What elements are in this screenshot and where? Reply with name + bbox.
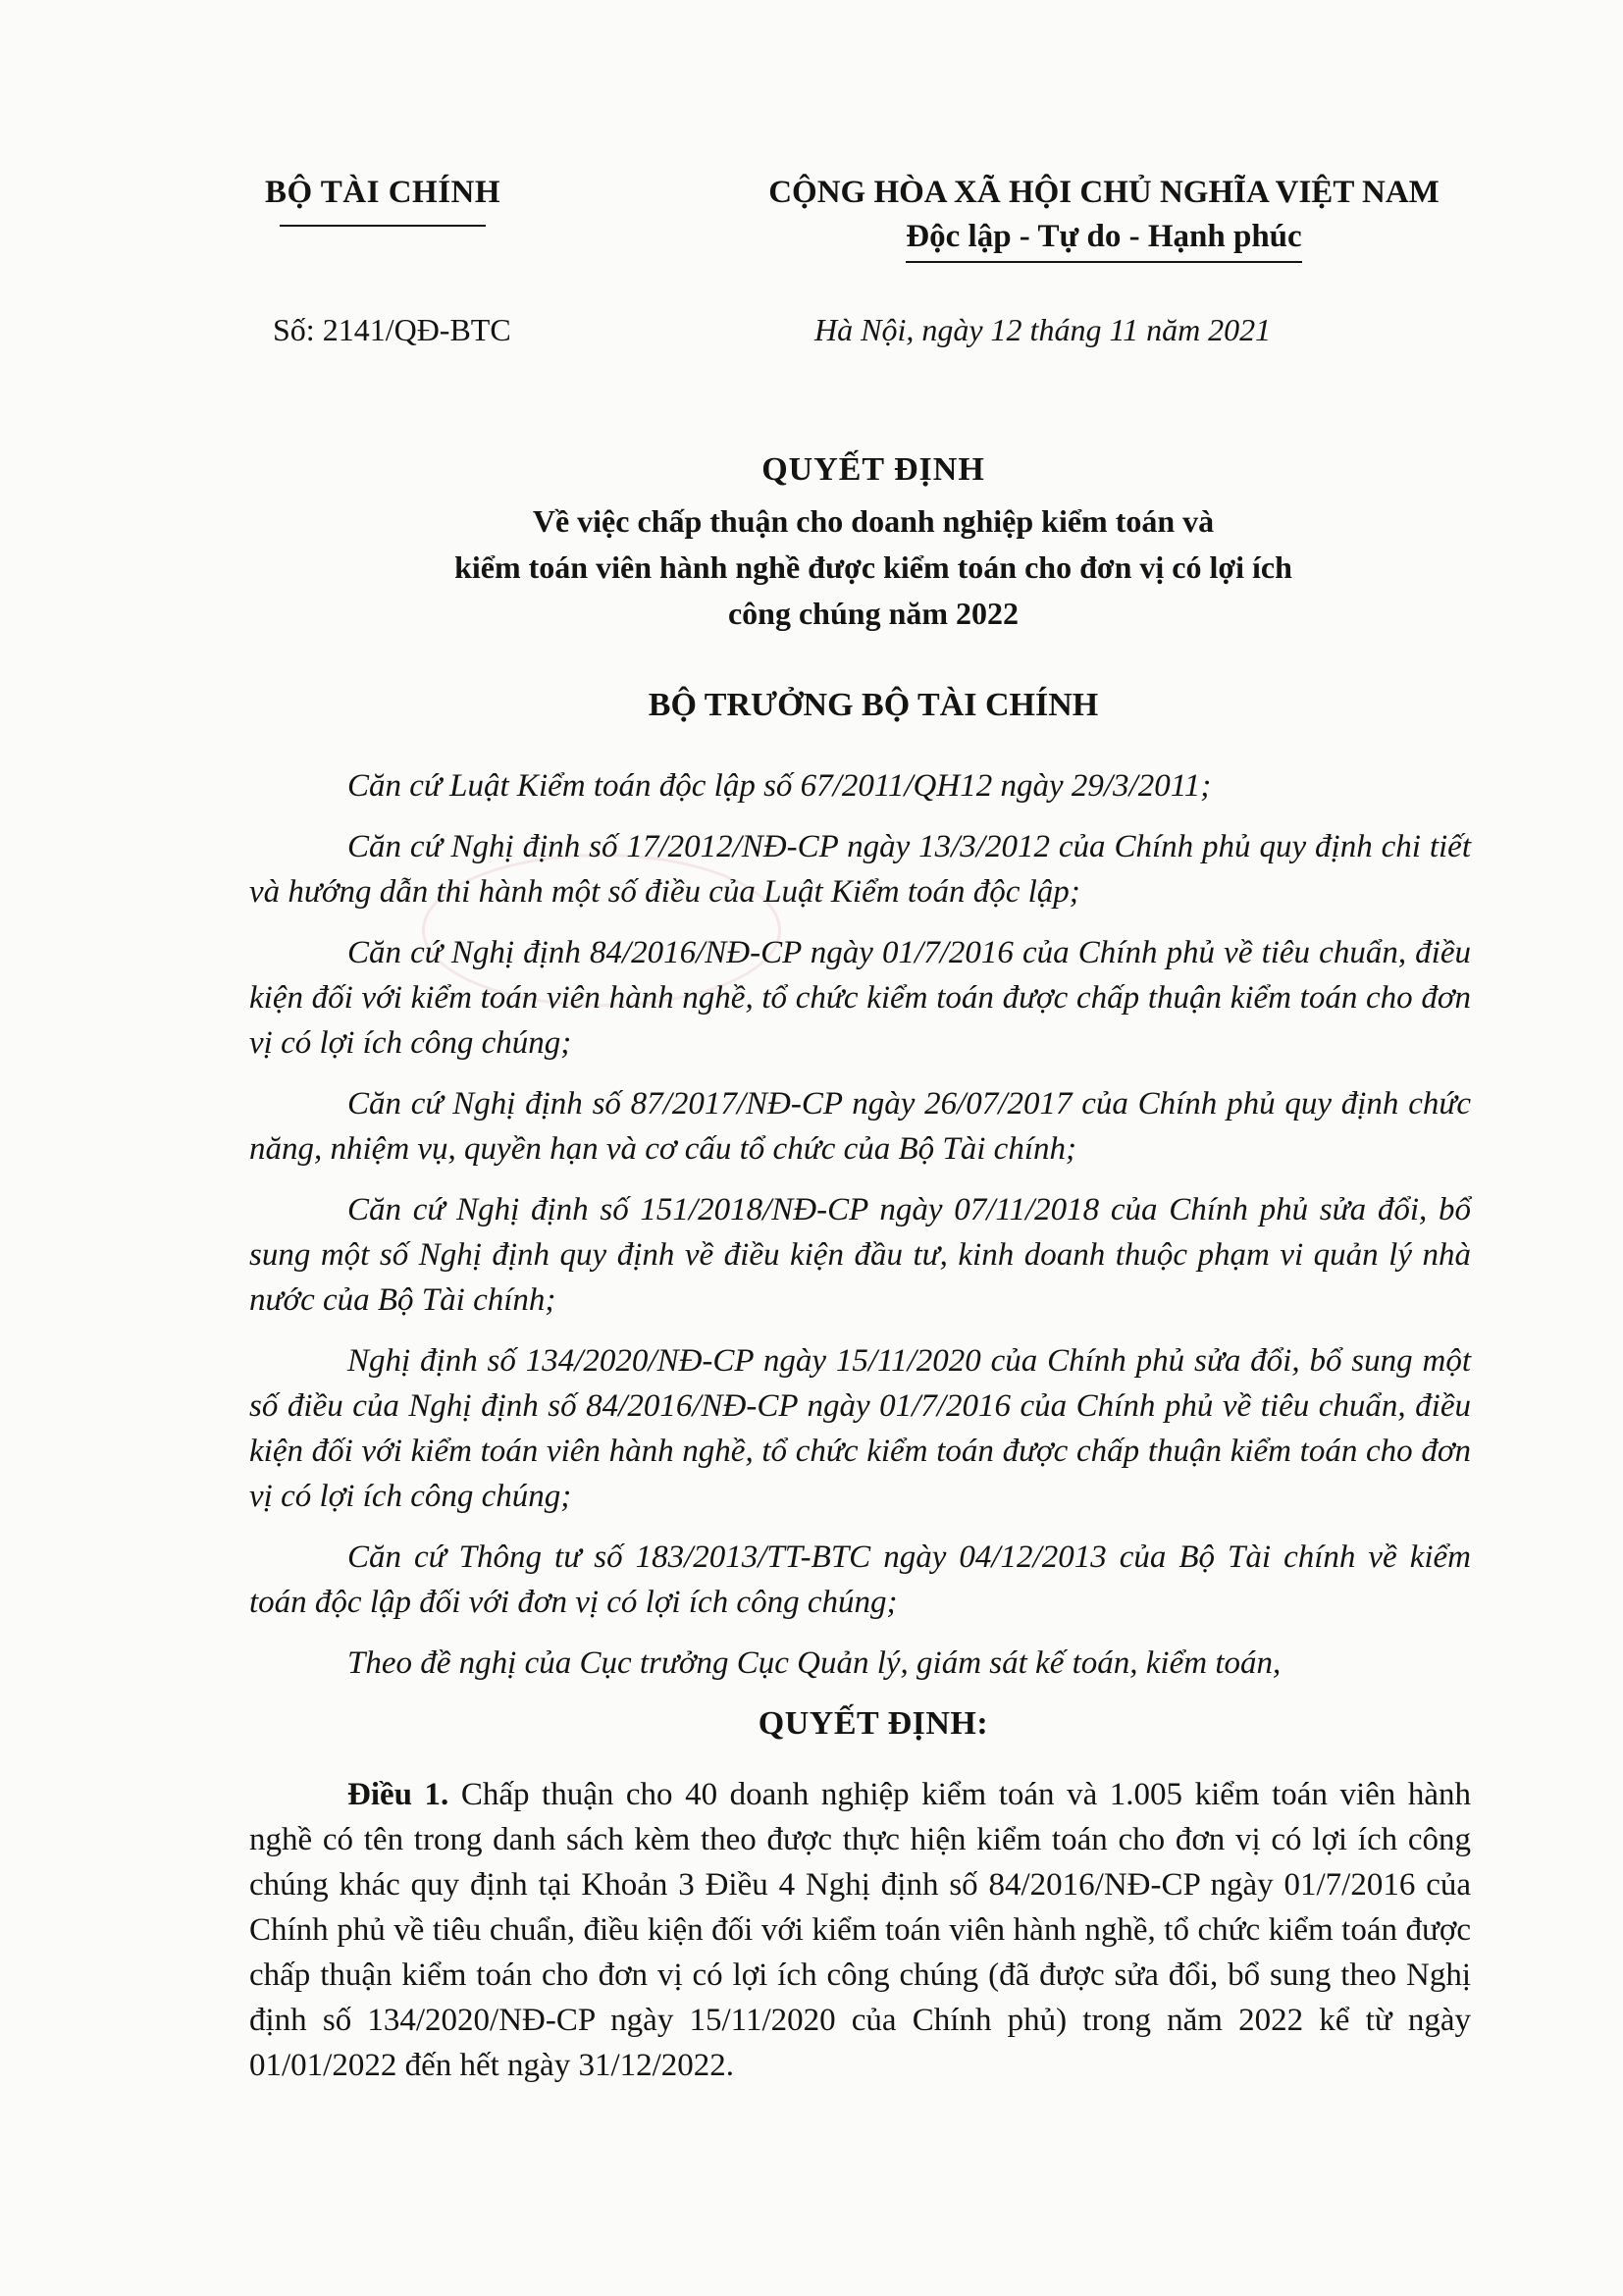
legal-basis-paragraph: Nghị định số 134/2020/NĐ-CP ngày 15/11/2020 của Chính phủ sửa đổi, bổ sung một số điều của Nghị định số 84/2016/NĐ-CP ngày 01/7/2016 của Chính phủ về tiêu chuẩn, điều kiện đối với kiểm toán viên hành nghề, tổ chức kiểm toán được chấp thuận kiểm toán cho đơn vị có lợi ích công chúng;	[249, 1343, 1471, 1514]
document-title: QUYẾT ĐỊNH	[761, 451, 985, 488]
agency-underline	[280, 225, 486, 227]
national-motto: Độc lập - Tự do - Hạnh phúc	[906, 219, 1301, 263]
subject-line: Về việc chấp thuận cho doanh nghiệp kiểm toán và	[532, 503, 1215, 539]
decision-heading: QUYẾT ĐỊNH:	[758, 1705, 989, 1742]
document-number: Số: 2141/QĐ-BTC	[273, 312, 511, 347]
article-1	[249, 1772, 1471, 2088]
legal-basis-paragraph: Theo đề nghị của Cục trưởng Cục Quản lý, giám sát kế toán, kiểm toán,	[347, 1645, 1282, 1681]
header-right	[746, 175, 1462, 263]
place-and-date: Hà Nội, ngày 12 tháng 11 năm 2021	[814, 312, 1272, 347]
legal-basis-paragraph: Căn cứ Luật Kiểm toán độc lập số 67/2011/QH12 ngày 29/3/2011;	[347, 768, 1212, 804]
subject-line: kiểm toán viên hành nghề được kiểm toán cho đơn vị có lợi ích	[454, 549, 1292, 585]
legal-basis-paragraph: Căn cứ Thông tư số 183/2013/TT-BTC ngày 04/12/2013 của Bộ Tài chính về kiểm toán độc lập đối với đơn vị có lợi ích công chúng;	[249, 1539, 1471, 1620]
legal-basis-paragraph: Căn cứ Nghị định số 87/2017/NĐ-CP ngày 26/07/2017 của Chính phủ quy định chức năng, nhiệm vụ, quyền hạn và cơ cấu tổ chức của Bộ Tài chính;	[249, 1086, 1471, 1167]
issuing-authority: BỘ TRƯỞNG BỘ TÀI CHÍNH	[648, 687, 1099, 723]
legal-bases	[249, 763, 1471, 1701]
article-1-label: Điều 1.	[347, 1777, 449, 1812]
header-left	[260, 175, 505, 227]
legal-basis-paragraph: Căn cứ Nghị định số 151/2018/NĐ-CP ngày 07/11/2018 của Chính phủ sửa đổi, bổ sung một số Nghị định quy định về điều kiện đầu tư, kinh doanh thuộc phạm vi quản lý nhà nước của Bộ Tài chính;	[249, 1192, 1471, 1318]
document-subject	[294, 498, 1452, 637]
article-1-text: Chấp thuận cho 40 doanh nghiệp kiểm toán và 1.005 kiểm toán viên hành nghề có tên trong danh sách kèm theo được thực hiện kiểm toán cho đơn vị có lợi ích công chúng khác quy định tại Khoản 3 Điều 4 Nghị định số 84/2016/NĐ-CP ngày 01/7/2016 của Chính phủ về tiêu chuẩn, điều kiện đối với kiểm toán viên hành nghề, tổ chức kiểm toán được chấp thuận kiểm toán cho đơn vị có lợi ích công chúng (đã được sửa đổi, bổ sung theo Nghị định số 134/2020/NĐ-CP ngày 15/11/2020 của Chính phủ) trong năm 2022 kể từ ngày 01/01/2022 đến hết ngày 31/12/2022.	[249, 1777, 1471, 2083]
agency-name: BỘ TÀI CHÍNH	[264, 175, 501, 210]
legal-basis-paragraph: Căn cứ Nghị định số 17/2012/NĐ-CP ngày 13/3/2012 của Chính phủ quy định chi tiết và hướng dẫn thi hành một số điều của Luật Kiểm toán độc lập;	[249, 829, 1471, 910]
subject-line: công chúng năm 2022	[727, 596, 1020, 631]
legal-basis-paragraph: Căn cứ Nghị định 84/2016/NĐ-CP ngày 01/7/2016 của Chính phủ về tiêu chuẩn, điều kiện đối với kiểm toán viên hành nghề, tổ chức kiểm toán được chấp thuận kiểm toán cho đơn vị có lợi ích công chúng;	[249, 935, 1471, 1061]
country-name: CỘNG HÒA XÃ HỘI CHỦ NGHĨA VIỆT NAM	[768, 175, 1440, 210]
title-block	[294, 451, 1452, 637]
